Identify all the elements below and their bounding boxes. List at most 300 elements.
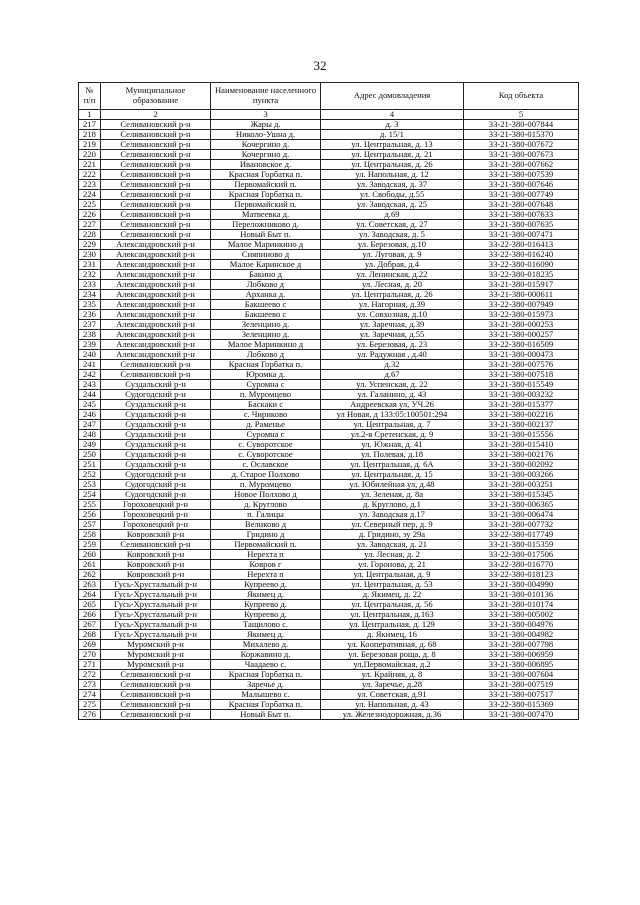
- table-row: [79, 570, 579, 580]
- cell-number: 267: [79, 620, 101, 630]
- cell-address: ул. Центральная, д. 7: [321, 420, 464, 430]
- cell-number: 242: [79, 370, 101, 380]
- cell-object-code: 33-21-380-003232: [464, 390, 579, 400]
- cell-number: 274: [79, 690, 101, 700]
- cell-municipality: Александровский р-н: [101, 240, 211, 250]
- cell-number: 256: [79, 510, 101, 520]
- cell-settlement: с. Чириково: [211, 410, 321, 420]
- table-row: [79, 320, 579, 330]
- cell-settlement: Кочергино д.: [211, 150, 321, 160]
- cell-municipality: Александровский р-н: [101, 300, 211, 310]
- cell-address: ул. Напольная, д. 43: [321, 700, 464, 710]
- cell-object-code: 33-21-380-015917: [464, 280, 579, 290]
- cell-settlement: Переложниково д.: [211, 220, 321, 230]
- cell-address: ул. Кооперативная, д. 68: [321, 640, 464, 650]
- column-number: 3: [211, 110, 321, 120]
- cell-object-code: 33-22-380-016240: [464, 250, 579, 260]
- cell-object-code: 33-21-380-002137: [464, 420, 579, 430]
- header-municipality: Муниципальное образование: [101, 83, 211, 110]
- cell-object-code: 33-21-380-007633: [464, 210, 579, 220]
- cell-number: 268: [79, 630, 101, 640]
- cell-object-code: 33-21-380-004982: [464, 630, 579, 640]
- table-row: [79, 560, 579, 570]
- cell-settlement: Зеленцино д.: [211, 320, 321, 330]
- cell-settlement: с. Ославское: [211, 460, 321, 470]
- table-row: [79, 210, 579, 220]
- cell-object-code: 33-22-380-018235: [464, 270, 579, 280]
- cell-municipality: Гусь-Хрустальный р-н: [101, 630, 211, 640]
- cell-settlement: Красная Горбатка п.: [211, 700, 321, 710]
- cell-object-code: 33-22-380-015973: [464, 310, 579, 320]
- cell-settlement: Гридино д: [211, 530, 321, 540]
- cell-settlement: д. Старое Полхово: [211, 470, 321, 480]
- cell-settlement: д. Круглово: [211, 500, 321, 510]
- cell-settlement: Баскаки с: [211, 400, 321, 410]
- table-row: [79, 410, 579, 420]
- table-row: [79, 590, 579, 600]
- cell-address: ул. Березовая, д. 23: [321, 340, 464, 350]
- cell-municipality: Александровский р-н: [101, 330, 211, 340]
- cell-number: 228: [79, 230, 101, 240]
- table-row: [79, 230, 579, 240]
- cell-number: 258: [79, 530, 101, 540]
- cell-settlement: Малое Маринкино д: [211, 340, 321, 350]
- cell-settlement: Красная Горбатка п.: [211, 170, 321, 180]
- table-row: [79, 480, 579, 490]
- cell-number: 271: [79, 660, 101, 670]
- cell-number: 241: [79, 360, 101, 370]
- table-header-row: [79, 83, 579, 110]
- cell-number: 262: [79, 570, 101, 580]
- cell-address: ул. Центральная, д. 13: [321, 140, 464, 150]
- cell-object-code: 33-21-380-007471: [464, 230, 579, 240]
- cell-object-code: 33-21-380-000611: [464, 290, 579, 300]
- cell-settlement: Купреево д.: [211, 600, 321, 610]
- cell-municipality: Селивановский р-н: [101, 170, 211, 180]
- cell-settlement: Жары д.: [211, 120, 321, 130]
- cell-number: 246: [79, 410, 101, 420]
- table-row: [79, 120, 579, 130]
- cell-municipality: Муромский р-н: [101, 660, 211, 670]
- cell-address: ул. Совхозная, д.10: [321, 310, 464, 320]
- cell-settlement: Ивановское д.: [211, 160, 321, 170]
- cell-object-code: 33-21-380-007646: [464, 180, 579, 190]
- cell-settlement: с. Суворотское: [211, 440, 321, 450]
- cell-object-code: 33-21-380-000257: [464, 330, 579, 340]
- table-row: [79, 430, 579, 440]
- cell-number: 236: [79, 310, 101, 320]
- cell-object-code: 33-21-380-006895: [464, 660, 579, 670]
- cell-object-code: 33-21-380-007844: [464, 120, 579, 130]
- cell-address: д. Гридино, зу 29а: [321, 530, 464, 540]
- cell-municipality: Судогодский р-н: [101, 490, 211, 500]
- cell-address: д. Круглово, д.1: [321, 500, 464, 510]
- header-object-code: Код объекта: [464, 83, 579, 110]
- cell-address: ул. Советская, д. 27: [321, 220, 464, 230]
- cell-municipality: Александровский р-н: [101, 310, 211, 320]
- cell-object-code: 33-21-380-006474: [464, 510, 579, 520]
- table-row: [79, 380, 579, 390]
- cell-number: 230: [79, 250, 101, 260]
- cell-number: 264: [79, 590, 101, 600]
- cell-address: ул. Лесная, д. 20: [321, 280, 464, 290]
- table-row: [79, 250, 579, 260]
- cell-municipality: Селивановский р-н: [101, 700, 211, 710]
- cell-object-code: 33-21-380-007635: [464, 220, 579, 230]
- table-row: [79, 630, 579, 640]
- cell-number: 249: [79, 440, 101, 450]
- cell-object-code: 33-21-380-015377: [464, 400, 579, 410]
- cell-object-code: 33-21-380-007519: [464, 680, 579, 690]
- cell-municipality: Гороховецкий р-н: [101, 520, 211, 530]
- cell-municipality: Гусь-Хрустальный р-н: [101, 590, 211, 600]
- table-row: [79, 400, 579, 410]
- cell-municipality: Селивановский р-н: [101, 160, 211, 170]
- cell-object-code: 33-21-380-003251: [464, 480, 579, 490]
- cell-number: 265: [79, 600, 101, 610]
- cell-number: 251: [79, 460, 101, 470]
- cell-municipality: Селивановский р-н: [101, 360, 211, 370]
- table-row: [79, 330, 579, 340]
- cell-settlement: Юромка д.: [211, 370, 321, 380]
- table-row: [79, 640, 579, 650]
- cell-address: ул. Заводская, д. 25: [321, 200, 464, 210]
- cell-settlement: Кочергино д.: [211, 140, 321, 150]
- cell-municipality: Гусь-Хрустальный р-н: [101, 600, 211, 610]
- cell-object-code: 33-21-380-003266: [464, 470, 579, 480]
- cell-settlement: Красная Горбатка п.: [211, 360, 321, 370]
- cell-address: ул Новая, д 133:05:100501:294: [321, 410, 464, 420]
- cell-settlement: Зеленцино д.: [211, 330, 321, 340]
- cell-number: 263: [79, 580, 101, 590]
- cell-number: 269: [79, 640, 101, 650]
- cell-municipality: Муромский р-н: [101, 640, 211, 650]
- cell-address: д.67: [321, 370, 464, 380]
- cell-number: 225: [79, 200, 101, 210]
- cell-object-code: 33-22-380-015369: [464, 700, 579, 710]
- cell-settlement: Коржавино д.: [211, 650, 321, 660]
- objects-table: [78, 82, 579, 720]
- header-number: № п/п: [79, 83, 101, 110]
- cell-settlement: Новый Быт п.: [211, 230, 321, 240]
- cell-address: ул.2-я Сретенская, д. 9: [321, 430, 464, 440]
- table-row: [79, 690, 579, 700]
- table-body: [79, 120, 579, 720]
- cell-municipality: Гусь-Хрустальный р-н: [101, 580, 211, 590]
- cell-number: 273: [79, 680, 101, 690]
- cell-municipality: Судогодский р-н: [101, 480, 211, 490]
- table-row: [79, 520, 579, 530]
- cell-settlement: Заречье д.: [211, 680, 321, 690]
- cell-address: ул. Центральная, д. 21: [321, 150, 464, 160]
- cell-object-code: 33-22-380-016509: [464, 340, 579, 350]
- cell-settlement: Купреево д.: [211, 580, 321, 590]
- cell-object-code: 33-21-380-006365: [464, 500, 579, 510]
- cell-object-code: 33-21-380-007749: [464, 190, 579, 200]
- cell-address: ул. Полевая, д.18: [321, 450, 464, 460]
- cell-settlement: Лобково д: [211, 280, 321, 290]
- cell-municipality: Селивановский р-н: [101, 180, 211, 190]
- cell-address: ул. Центральная, д.163: [321, 610, 464, 620]
- table-row: [79, 580, 579, 590]
- cell-number: 250: [79, 450, 101, 460]
- cell-settlement: Первомайский п.: [211, 200, 321, 210]
- cell-settlement: Великово д: [211, 520, 321, 530]
- cell-settlement: Ковров г: [211, 560, 321, 570]
- cell-object-code: 33-21-380-015549: [464, 380, 579, 390]
- cell-address: ул. Южная, д. 41: [321, 440, 464, 450]
- cell-number: 272: [79, 670, 101, 680]
- cell-object-code: 33-22-380-016413: [464, 240, 579, 250]
- cell-municipality: Александровский р-н: [101, 280, 211, 290]
- table-row: [79, 300, 579, 310]
- table-row: [79, 710, 579, 720]
- cell-object-code: 33-21-380-002216: [464, 410, 579, 420]
- table-row: [79, 610, 579, 620]
- cell-address: ул.Первомайская, д.2: [321, 660, 464, 670]
- cell-settlement: Тащилово с.: [211, 620, 321, 630]
- cell-object-code: 33-22-380-016090: [464, 260, 579, 270]
- table-row: [79, 130, 579, 140]
- table-row: [79, 350, 579, 360]
- cell-object-code: 33-22-380-018123: [464, 570, 579, 580]
- table-column-numbers-row: [79, 110, 579, 120]
- cell-object-code: 33-21-380-004976: [464, 620, 579, 630]
- cell-number: 247: [79, 420, 101, 430]
- cell-municipality: Александровский р-н: [101, 290, 211, 300]
- cell-municipality: Суздальский р-н: [101, 460, 211, 470]
- cell-address: д.32: [321, 360, 464, 370]
- table-row: [79, 190, 579, 200]
- cell-number: 224: [79, 190, 101, 200]
- cell-municipality: Муромский р-н: [101, 650, 211, 660]
- cell-settlement: Арханка д.: [211, 290, 321, 300]
- cell-address: ул. Крайняя, д. 8: [321, 670, 464, 680]
- cell-municipality: Селивановский р-н: [101, 680, 211, 690]
- cell-settlement: Бакино д: [211, 270, 321, 280]
- cell-municipality: Селивановский р-н: [101, 230, 211, 240]
- cell-settlement: Суромна с: [211, 380, 321, 390]
- cell-municipality: Александровский р-н: [101, 340, 211, 350]
- cell-address: ул. Заречная, д.39: [321, 320, 464, 330]
- cell-municipality: Селивановский р-н: [101, 670, 211, 680]
- cell-address: ул. Центральная, д. 56: [321, 600, 464, 610]
- cell-settlement: Якимец д.: [211, 630, 321, 640]
- cell-address: д.69: [321, 210, 464, 220]
- cell-municipality: Суздальский р-н: [101, 400, 211, 410]
- cell-object-code: 33-21-380-010136: [464, 590, 579, 600]
- table-row: [79, 140, 579, 150]
- table-row: [79, 490, 579, 500]
- cell-object-code: 33-21-380-015370: [464, 130, 579, 140]
- cell-settlement: Чаадаево с.: [211, 660, 321, 670]
- cell-number: 219: [79, 140, 101, 150]
- cell-object-code: 33-21-380-002176: [464, 450, 579, 460]
- cell-municipality: Ковровский р-н: [101, 530, 211, 540]
- cell-number: 243: [79, 380, 101, 390]
- cell-settlement: Лобково д: [211, 350, 321, 360]
- cell-municipality: Селивановский р-н: [101, 540, 211, 550]
- cell-settlement: Нерехта п: [211, 570, 321, 580]
- cell-municipality: Селивановский р-н: [101, 140, 211, 150]
- table-row: [79, 290, 579, 300]
- cell-municipality: Селивановский р-н: [101, 690, 211, 700]
- cell-number: 221: [79, 160, 101, 170]
- cell-municipality: Суздальский р-н: [101, 430, 211, 440]
- cell-object-code: 33-21-380-007662: [464, 160, 579, 170]
- table-row: [79, 340, 579, 350]
- cell-number: 232: [79, 270, 101, 280]
- cell-settlement: Красная Горбатка п.: [211, 670, 321, 680]
- cell-municipality: Селивановский р-н: [101, 130, 211, 140]
- cell-municipality: Судогодский р-н: [101, 470, 211, 480]
- cell-municipality: Ковровский р-н: [101, 550, 211, 560]
- cell-number: 218: [79, 130, 101, 140]
- table-row: [79, 540, 579, 550]
- table-row: [79, 390, 579, 400]
- cell-municipality: Селивановский р-н: [101, 220, 211, 230]
- cell-settlement: Первомайский п.: [211, 540, 321, 550]
- cell-address: ул. Заводская, д. 5: [321, 230, 464, 240]
- cell-settlement: Николо-Ушна д.: [211, 130, 321, 140]
- table-row: [79, 450, 579, 460]
- table-row: [79, 160, 579, 170]
- table-row: [79, 370, 579, 380]
- table-row: [79, 620, 579, 630]
- cell-settlement: Матвеевка д.: [211, 210, 321, 220]
- cell-object-code: 33-21-380-004990: [464, 580, 579, 590]
- table-row: [79, 680, 579, 690]
- cell-address: ул. Успенская, д. 22: [321, 380, 464, 390]
- cell-number: 259: [79, 540, 101, 550]
- cell-object-code: 33-21-380-015410: [464, 440, 579, 450]
- table-row: [79, 550, 579, 560]
- cell-address: ул. Центральная, д. 15: [321, 470, 464, 480]
- cell-municipality: Селивановский р-н: [101, 120, 211, 130]
- cell-number: 270: [79, 650, 101, 660]
- cell-object-code: 33-21-380-007673: [464, 150, 579, 160]
- cell-object-code: 33-22-380-007949: [464, 300, 579, 310]
- cell-municipality: Ковровский р-н: [101, 570, 211, 580]
- cell-number: 253: [79, 480, 101, 490]
- cell-object-code: 33-21-380-007517: [464, 690, 579, 700]
- cell-municipality: Гусь-Хрустальный р-н: [101, 610, 211, 620]
- cell-number: 233: [79, 280, 101, 290]
- cell-number: 239: [79, 340, 101, 350]
- cell-address: ул. Центральная, д. 53: [321, 580, 464, 590]
- cell-object-code: 33-22-380-016770: [464, 560, 579, 570]
- cell-settlement: п. Галицы: [211, 510, 321, 520]
- cell-object-code: 33-21-380-000473: [464, 350, 579, 360]
- cell-object-code: 33-21-380-007470: [464, 710, 579, 720]
- column-number: 4: [321, 110, 464, 120]
- cell-settlement: Первомайский п.: [211, 180, 321, 190]
- cell-municipality: Гороховецкий р-н: [101, 510, 211, 520]
- cell-address: д. Якимец, 16: [321, 630, 464, 640]
- cell-address: ул. Зеленая, д. 8а: [321, 490, 464, 500]
- cell-number: 240: [79, 350, 101, 360]
- cell-municipality: Суздальский р-н: [101, 440, 211, 450]
- cell-settlement: Бакшеево с: [211, 310, 321, 320]
- cell-address: ул. Радужная , д.40: [321, 350, 464, 360]
- cell-object-code: 33-21-380-005002: [464, 610, 579, 620]
- cell-object-code: 33-21-380-007672: [464, 140, 579, 150]
- table-row: [79, 470, 579, 480]
- cell-address: ул. Заводская, д. 21: [321, 540, 464, 550]
- cell-municipality: Александровский р-н: [101, 350, 211, 360]
- cell-object-code: 33-21-380-000253: [464, 320, 579, 330]
- cell-object-code: 33-21-380-015359: [464, 540, 579, 550]
- cell-object-code: 33-21-380-007648: [464, 200, 579, 210]
- cell-number: 244: [79, 390, 101, 400]
- cell-number: 217: [79, 120, 101, 130]
- table-row: [79, 360, 579, 370]
- cell-object-code: 33-21-380-010174: [464, 600, 579, 610]
- cell-municipality: Александровский р-н: [101, 260, 211, 270]
- table-row: [79, 260, 579, 270]
- page-number: 32: [313, 58, 327, 73]
- table-row: [79, 310, 579, 320]
- table-row: [79, 660, 579, 670]
- cell-number: 229: [79, 240, 101, 250]
- cell-number: 255: [79, 500, 101, 510]
- cell-address: ул. Заречье, д.28: [321, 680, 464, 690]
- cell-municipality: Селивановский р-н: [101, 710, 211, 720]
- cell-object-code: 33-22-380-017749: [464, 530, 579, 540]
- cell-address: ул. Центральная, д. 9: [321, 570, 464, 580]
- cell-settlement: Сияпиново д: [211, 250, 321, 260]
- table-row: [79, 170, 579, 180]
- cell-address: ул. Ленинская, д.22: [321, 270, 464, 280]
- cell-settlement: Михалево д.: [211, 640, 321, 650]
- cell-number: 231: [79, 260, 101, 270]
- cell-settlement: Новый Быт п.: [211, 710, 321, 720]
- cell-settlement: п. Муромцево: [211, 480, 321, 490]
- cell-address: ул. Нагорная, д.39: [321, 300, 464, 310]
- cell-number: 237: [79, 320, 101, 330]
- cell-address: ул. Северный пер, д. 9: [321, 520, 464, 530]
- cell-address: д. Якимец, д. 22: [321, 590, 464, 600]
- cell-municipality: Селивановский р-н: [101, 190, 211, 200]
- cell-number: 254: [79, 490, 101, 500]
- cell-municipality: Суздальский р-н: [101, 410, 211, 420]
- cell-municipality: Селивановский р-н: [101, 150, 211, 160]
- cell-address: ул. Лесная, д. 2: [321, 550, 464, 560]
- table-row: [79, 270, 579, 280]
- cell-address: ул. Юбилейная ул, д.48: [321, 480, 464, 490]
- cell-settlement: п. Муромцево: [211, 390, 321, 400]
- cell-number: 222: [79, 170, 101, 180]
- cell-address: ул. Заводская д.17: [321, 510, 464, 520]
- cell-object-code: 33-21-380-007604: [464, 670, 579, 680]
- column-number: 5: [464, 110, 579, 120]
- cell-object-code: 33-21-380-007798: [464, 640, 579, 650]
- cell-municipality: Суздальский р-н: [101, 420, 211, 430]
- cell-number: 234: [79, 290, 101, 300]
- cell-number: 223: [79, 180, 101, 190]
- cell-address: ул. Центральная, д. 129: [321, 620, 464, 630]
- table-row: [79, 240, 579, 250]
- table-row: [79, 600, 579, 610]
- cell-municipality: Гусь-Хрустальный р-н: [101, 620, 211, 630]
- cell-object-code: 33-21-380-015556: [464, 430, 579, 440]
- table-row: [79, 530, 579, 540]
- cell-settlement: д. Раменье: [211, 420, 321, 430]
- cell-municipality: Александровский р-н: [101, 270, 211, 280]
- column-number: 2: [101, 110, 211, 120]
- column-number: 1: [79, 110, 101, 120]
- cell-municipality: Селивановский р-н: [101, 200, 211, 210]
